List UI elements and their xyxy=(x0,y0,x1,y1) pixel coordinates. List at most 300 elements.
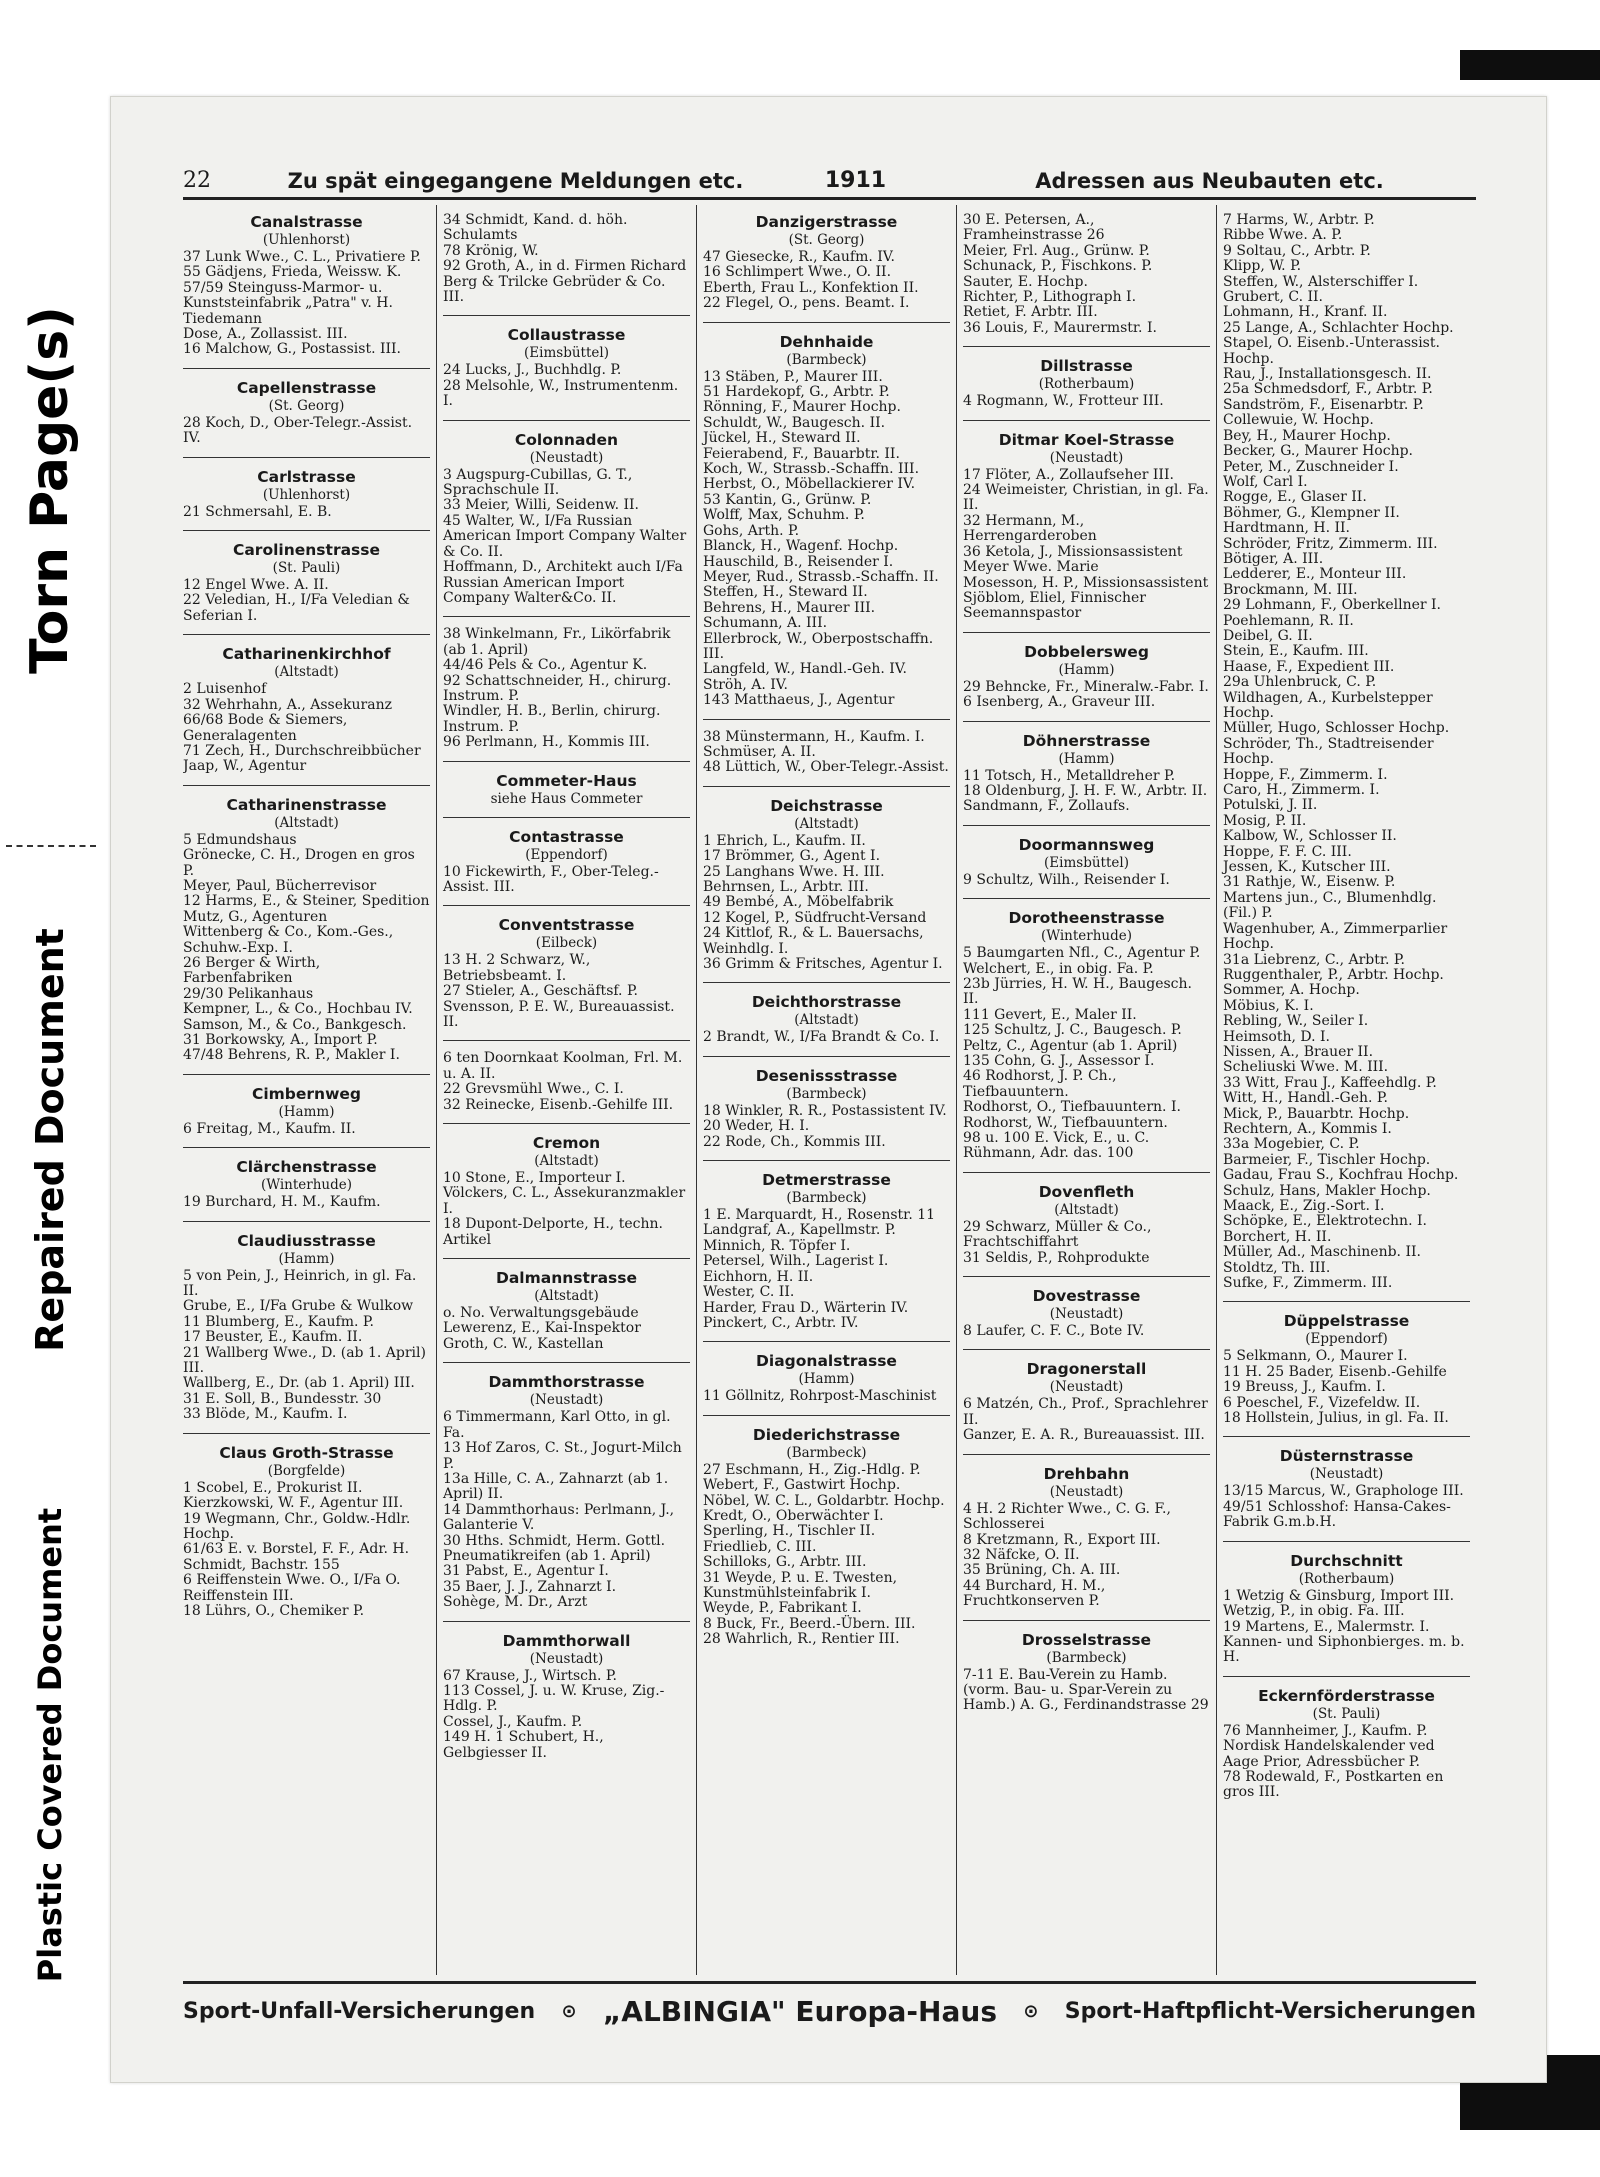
address-entry: 92 Schattschneider, H., chirurg. Instrum. P. xyxy=(443,672,676,704)
street-district: (Neustadt) xyxy=(1309,1466,1384,1483)
address-entry: Stoldtz, Th. III. xyxy=(1223,1259,1331,1276)
address-entry: Schulz, Hans, Makler Hochp. xyxy=(1223,1182,1431,1199)
address-entry: Eberth, Frau L., Konfektion II. xyxy=(703,279,919,296)
address-entry: Feierabend, F., Bauarbtr. II. xyxy=(703,445,900,462)
address-entry: Webert, F., Gastwirt Hochp. xyxy=(703,1477,901,1494)
address-entry: 33 Witt, Frau J., Kaffeehdlg. P. xyxy=(1223,1074,1437,1091)
address-entry: Wittenberg & Co., Kom.-Ges., Schuhw.-Exp. I. xyxy=(183,924,398,956)
street-block xyxy=(1223,213,1470,1291)
address-entry: Schilloks, G., Arbtr. III. xyxy=(703,1554,867,1571)
address-entry: Grönecke, C. H., Drogen en gros P. xyxy=(183,847,420,879)
street-name: Collaustrasse xyxy=(507,326,626,345)
address-entry: 9 Soltau, C., Arbtr. P. xyxy=(1223,242,1371,259)
address-entry: Wetzig, P., in obig. Fa. III. xyxy=(1223,1603,1405,1620)
address-entry: 143 Matthaeus, J., Agentur xyxy=(703,692,895,709)
street-name: Dragonerstall xyxy=(1026,1360,1147,1379)
address-entry: 23b Jürries, H. W. H., Baugesch. II. xyxy=(963,975,1197,1008)
street-district: siehe Haus Commeter xyxy=(490,790,643,807)
street-block xyxy=(703,1056,950,1150)
address-entry: Bötiger, A. III. xyxy=(1223,550,1324,567)
address-entry: Rebling, W., Seiler I. xyxy=(1223,1013,1369,1030)
street-name: Drosselstrasse xyxy=(1021,1630,1152,1649)
street-name: Doormannsweg xyxy=(1018,835,1155,854)
street-district: (St. Pauli) xyxy=(1312,1705,1381,1722)
address-entry: 53 Kantin, G., Grünw. P. xyxy=(703,491,872,508)
address-entry: 4 Rogmann, W., Frotteur III. xyxy=(963,393,1164,410)
street-name: Clärchenstrasse xyxy=(236,1158,377,1177)
address-entry: 19 Wegmann, Chr., Goldw.-Hdlr. Hochp. xyxy=(183,1510,415,1542)
address-entry: 7-11 E. Bau-Verein zu Hamb. (vorm. Bau- u. Spar-Verein zu Hamb.) A. G., Ferdinandstrasse 29 xyxy=(963,1666,1209,1714)
address-entry: 28 Melsohle, W., Instrumentenm. I. xyxy=(443,377,683,410)
street-block xyxy=(963,825,1210,888)
address-entry: Ellerbrock, W., Oberpostschaffn. III. xyxy=(703,630,938,662)
address-entry: Rogge, E., Glaser II. xyxy=(1223,489,1367,506)
page-number: 22 xyxy=(183,168,211,193)
address-entry: 24 Kittlof, R., & L. Bauersachs, Weinhdlg. I. xyxy=(703,925,929,957)
street-block xyxy=(183,634,430,774)
address-entry: Heimsoth, D. I. xyxy=(1223,1028,1331,1045)
address-entry: 6 Freitag, M., Kaufm. II. xyxy=(183,1120,356,1137)
address-entry: 24 Weimeister, Christian, in gl. Fa. II. xyxy=(963,482,1214,514)
address-entry: Sjöblom, Eliel, Finnischer Seemannspastor xyxy=(963,589,1151,622)
street-district: (Eimsbüttel) xyxy=(1044,854,1129,871)
address-entry: o. No. Verwaltungsgebäude Lewerenz, E., Kai-Inspektor Groth, C. W., Kastellan xyxy=(443,1305,646,1352)
street-name: Dobbelersweg xyxy=(1024,642,1149,661)
footer-left-text: Sport-Unfall-Versicherungen xyxy=(183,1998,536,2024)
address-entry: 28 Wahrlich, R., Rentier III. xyxy=(703,1631,900,1648)
address-entry: 14 Dammthorhaus: Perlmann, J., Galanterie V. xyxy=(443,1501,679,1534)
street-block xyxy=(443,1040,690,1113)
address-entry: 6 ten Doornkaat Koolman, Frl. M. u. A. II. xyxy=(443,1050,687,1082)
address-entry: Mick, P., Bauarbtr. Hochp. xyxy=(1223,1105,1410,1122)
address-entry: Sauter, E. Hochp. xyxy=(963,273,1088,290)
street-district: (Uhlenhorst) xyxy=(262,232,351,248)
address-entry: 5 Edmundshaus xyxy=(183,831,297,848)
street-district: (Borgfelde) xyxy=(267,1462,346,1479)
street-name: Detmerstrasse xyxy=(762,1171,891,1190)
address-entry: 8 Laufer, C. F. C., Bote IV. xyxy=(963,1323,1145,1340)
address-entry: Ledderer, E., Monteur III. xyxy=(1223,566,1407,583)
street-district: (Hamm) xyxy=(278,1250,335,1267)
address-entry: 26 Berger & Wirth, Farbenfabriken xyxy=(183,954,325,987)
street-district: (Barmbeck) xyxy=(786,351,867,368)
address-entry: Behrnsen, L., Arbtr. III. xyxy=(703,879,869,895)
address-entry: 21 Schmersahl, E. B. xyxy=(183,503,332,520)
address-entry: 35 Brüning, Ch. A. III. xyxy=(963,1562,1121,1579)
address-entry: Mosig, P. II. xyxy=(1223,812,1307,829)
street-block xyxy=(963,346,1210,409)
address-entry: 49 Bembé, A., Möbelfabrik xyxy=(703,894,894,911)
address-entry: Rodhorst, W., Tiefbauuntern. xyxy=(963,1114,1168,1131)
address-entry: Schuldt, W., Baugesch. II. xyxy=(703,414,886,431)
street-block xyxy=(963,1276,1210,1339)
address-entry: Meyer, Rud., Strassb.-Schaffn. II. xyxy=(703,568,939,585)
street-district: (Neustadt) xyxy=(1049,1483,1124,1500)
street-block xyxy=(443,1258,690,1352)
address-entry: Blanck, H., Wagenf. Hochp. xyxy=(703,538,899,555)
address-entry: Ganzer, E. A. R., Bureauassist. III. xyxy=(963,1427,1205,1444)
scan-sidebar xyxy=(0,0,100,2177)
address-entry: Stapel, O. Eisenb.-Unterassist. Hochp. xyxy=(1223,335,1445,367)
address-entry: 6 Matzén, Ch., Prof., Sprachlehrer II. xyxy=(963,1396,1213,1428)
address-entry: Wolff, Max, Schuhm. P. xyxy=(703,507,865,524)
street-block xyxy=(963,721,1210,815)
address-entry: Kalbow, W., Schlosser II. xyxy=(1223,828,1397,845)
street-name: Dammthorwall xyxy=(502,1631,631,1650)
address-entry: 36 Ketola, J., Missionsassistent xyxy=(963,543,1183,560)
address-entry: 66/68 Bode & Siemers, Generalagenten xyxy=(183,712,352,744)
street-name: Claus Groth-Strasse xyxy=(219,1443,394,1462)
address-entry: Welchert, E., in obig. Fa. P. xyxy=(963,960,1154,977)
header-right-title: Adressen aus Neubauten etc. xyxy=(1035,169,1384,193)
footer-rule xyxy=(183,1981,1476,1984)
street-district: (Eppendorf) xyxy=(1305,1331,1388,1348)
address-entry: 25a Schmedsdorf, F., Arbtr. P. xyxy=(1223,381,1433,398)
address-entry: Behrens, H., Maurer III. xyxy=(703,599,876,616)
address-entry: 47 Giesecke, R., Kaufm. IV. xyxy=(703,249,895,265)
address-entry: Martens jun., C., Blumenhdlg. (Fil.) P. xyxy=(1223,889,1441,922)
address-entry: Pinckert, C., Arbtr. IV. xyxy=(703,1314,859,1331)
street-district: (Eimsbüttel) xyxy=(524,345,609,362)
address-entry: Grube, E., I/Fa Grube & Wulkow xyxy=(183,1298,414,1315)
page-header xyxy=(183,157,1476,193)
address-entry: 31 Borkowsky, A., Import P. xyxy=(183,1032,378,1048)
header-year: 1911 xyxy=(824,168,887,193)
address-entry: 5 Selkmann, O., Maurer I. xyxy=(1223,1348,1408,1365)
address-entry: Collewuie, W. Hochp. xyxy=(1223,412,1374,429)
street-name: Conventstrasse xyxy=(498,916,635,935)
address-entry: Hoppe, F., Zimmerm. I. xyxy=(1223,766,1388,783)
street-name: Durchschnitt xyxy=(1290,1551,1403,1570)
address-entry: 25 Langhans Wwe. H. III. xyxy=(703,863,885,880)
address-entry: Samson, M., & Co., Bankgesch. xyxy=(183,1016,407,1033)
street-name: Claudiusstrasse xyxy=(237,1231,376,1250)
address-entry: 10 Fickewirth, F., Ober-Teleg.-Assist. III. xyxy=(443,863,659,895)
address-entry: Kannen- und Siphonbierges. m. b. H. xyxy=(1223,1633,1470,1666)
address-entry: Svensson, P. E. W., Bureauassist. II. xyxy=(443,998,679,1030)
street-name: Diagonalstrasse xyxy=(756,1352,897,1371)
street-block xyxy=(703,1341,950,1404)
address-entry: 32 Näfcke, O. II. xyxy=(963,1546,1080,1563)
address-entry: 5 Baumgarten Nfl., C., Agentur P. xyxy=(963,945,1201,962)
street-block xyxy=(703,1415,950,1648)
address-entry: 13a Hille, C. A., Zahnarzt (ab 1. April) II. xyxy=(443,1470,673,1503)
address-entry: 22 Rode, Ch., Kommis III. xyxy=(703,1133,886,1150)
address-entry: Windler, H. B., Berlin, chirurg. Instrum. P. xyxy=(443,703,665,735)
address-entry: 47/48 Behrens, R. P., Makler I. xyxy=(183,1047,400,1064)
street-name: Drehbahn xyxy=(1043,1464,1130,1483)
street-district: (Altstadt) xyxy=(794,1012,859,1029)
address-entry: Sufke, F., Zimmerm. III. xyxy=(1223,1275,1393,1292)
address-entry: 5 von Pein, J., Heinrich, in gl. Fa. II. xyxy=(183,1267,421,1300)
address-entry: 51 Hardekopf, G., Arbtr. P. xyxy=(703,384,890,401)
street-block xyxy=(703,1160,950,1331)
address-entry: Schmüser, A. II. xyxy=(703,743,816,760)
address-entry: 125 Schultz, J. C., Baugesch. P. xyxy=(963,1022,1182,1039)
street-block xyxy=(963,420,1214,622)
address-entry: Gadau, Frau S., Kochfrau Hochp. xyxy=(1223,1167,1459,1184)
address-entry: Gohs, Arth. P. xyxy=(703,522,800,539)
street-name: Commeter-Haus xyxy=(496,771,637,790)
street-name: Döhnerstrasse xyxy=(1022,731,1151,750)
address-entry: Sandström, F., Eisenarbtr. P. xyxy=(1223,396,1424,413)
street-district: (Altstadt) xyxy=(274,814,339,831)
address-entry: 18 Winkler, R. R., Postassistent IV. xyxy=(703,1102,947,1119)
address-entry: 61/63 E. v. Borstel, F. F., Adr. H. Schmidt, Bachstr. 155 xyxy=(183,1541,414,1573)
address-entry: 57/59 Steinguss-Marmor- u. Kunststeinfabrik „Patra" v. H. Tiedemann xyxy=(183,279,398,327)
address-entry: 6 Poeschel, F., Vizefeldw. II. xyxy=(1223,1394,1421,1411)
street-name: Eckernförderstrasse xyxy=(1258,1686,1435,1705)
street-name: Dehnhaide xyxy=(779,332,874,351)
column-5 xyxy=(1216,205,1476,1975)
address-entry: 8 Buck, Fr., Beerd.-Übern. III. xyxy=(703,1615,916,1632)
address-entry: 31 Weyde, P. u. E. Twesten, Kunstmühlsteinfabrik I. xyxy=(703,1569,902,1601)
column-1 xyxy=(183,205,436,1975)
address-entry: 1 E. Marquardt, H., Rosenstr. 11 xyxy=(703,1207,936,1224)
address-entry: Wallberg, E., Dr. (ab 1. April) III. xyxy=(183,1375,415,1392)
address-entry: Richter, P., Lithograph I. xyxy=(963,289,1137,306)
address-entry: Sandmann, F., Zollaufs. xyxy=(963,798,1130,815)
street-block xyxy=(1223,1541,1470,1666)
address-entry: 71 Zech, H., Durchschreibbücher xyxy=(183,742,421,759)
address-entry: 113 Cossel, J. u. W. Kruse, Zig.-Hdlg. P. xyxy=(443,1682,665,1715)
address-entry: Böhmer, G., Klempner II. xyxy=(1223,504,1400,521)
address-entry: Scheliuski Wwe. M. III. xyxy=(1223,1059,1389,1076)
address-entry: 33 Meier, Willi, Seidenw. II. xyxy=(443,497,640,514)
street-block xyxy=(183,530,430,624)
street-block xyxy=(703,982,950,1045)
street-block xyxy=(963,1172,1210,1266)
address-entry: 31 Rathje, W., Eisenw. P. xyxy=(1223,874,1396,891)
street-district: (Hamm) xyxy=(1058,750,1115,767)
address-entry: 16 Malchow, G., Postassist. III. xyxy=(183,341,402,358)
footer-center-text: „ALBINGIA" Europa-Haus xyxy=(602,1994,997,2028)
street-block xyxy=(703,786,950,973)
address-entry: Poehlemann, R. II. xyxy=(1223,612,1354,629)
street-name: Catharinenkirchhof xyxy=(222,645,391,664)
street-block xyxy=(443,213,690,305)
address-entry: Cossel, J., Kaufm. P. xyxy=(443,1713,583,1730)
address-entry: 27 Eschmann, H., Zig.-Hdlg. P. xyxy=(703,1461,921,1478)
address-entry: 135 Cohn, G. J., Assessor I. xyxy=(963,1053,1155,1069)
footer-separator-icon: ⊙ xyxy=(561,2000,577,2022)
address-entry: 92 Groth, A., in d. Firmen Richard Berg & Trilcke Gebrüder & Co. III. xyxy=(443,258,691,306)
address-entry: 6 Timmermann, Karl Otto, in gl. Fa. xyxy=(443,1409,676,1441)
address-entry: Witt, H., Handl.-Geh. P. xyxy=(1223,1090,1388,1107)
street-block xyxy=(183,785,430,1064)
street-block xyxy=(963,898,1210,1162)
address-entry: 37 Lunk Wwe., C. L., Privatiere P. xyxy=(183,249,421,265)
address-entry: 13 Hof Zaros, C. St., Jogurt-Milch P. xyxy=(443,1440,687,1472)
address-entry: 44/46 Pels & Co., Agentur K. xyxy=(443,657,648,674)
header-rule xyxy=(183,197,1476,200)
street-name: Dammthorstrasse xyxy=(488,1373,645,1392)
street-district: (Eppendorf) xyxy=(525,846,608,863)
street-name: Cremon xyxy=(532,1134,601,1153)
address-entry: 22 Grevsmühl Wwe., C. I. xyxy=(443,1081,624,1098)
address-entry: Sommer, A. Hochp. xyxy=(1223,982,1360,999)
address-entry: 17 Beuster, E., Kaufm. II. xyxy=(183,1329,363,1346)
address-entry: Kierzkowski, W. F., Agentur III. xyxy=(183,1495,404,1512)
street-block xyxy=(1223,1676,1470,1801)
address-entry: 33 Blöde, M., Kaufm. I. xyxy=(183,1406,348,1423)
header-title: Zu spät eingegangene Meldungen etc. xyxy=(287,169,744,193)
street-block xyxy=(703,719,950,776)
street-district: (Neustadt) xyxy=(1049,1306,1124,1323)
street-block xyxy=(1223,1301,1470,1426)
street-name: Catharinenstrasse xyxy=(226,795,387,814)
address-entry: Meyer Wwe. Marie xyxy=(963,559,1099,576)
street-district: (Barmbeck) xyxy=(786,1190,867,1207)
address-entry: 12 Kogel, P., Südfrucht-Versand xyxy=(703,909,927,926)
torn-pages-label: Torn Page(s) xyxy=(20,306,80,674)
street-block xyxy=(963,213,1210,336)
address-entry: 12 Engel Wwe. A. II. xyxy=(183,577,329,594)
street-block xyxy=(443,1362,690,1610)
repaired-document-label: Repaired Document xyxy=(28,928,72,1352)
address-entry: Nöbel, W. C. L., Goldarbtr. Hochp. xyxy=(703,1492,945,1509)
address-entry: Weyde, P., Fabrikant I. xyxy=(703,1600,862,1617)
address-entry: 34 Schmidt, Kand. d. höh. Schulamts xyxy=(443,212,632,244)
street-block xyxy=(703,322,950,709)
street-district: (Barmbeck) xyxy=(1046,1649,1127,1666)
address-entry: 29/30 Pelikanhaus xyxy=(183,985,314,1002)
address-entry: 19 Breuss, J., Kaufm. I. xyxy=(1223,1379,1386,1396)
footer-right-text: Sport-Haftpflicht-Versicherungen xyxy=(1064,1998,1476,2024)
street-block xyxy=(183,1074,430,1137)
street-district: (Altstadt) xyxy=(794,815,859,832)
address-entry: 13 H. 2 Schwarz, W., Betriebsbeamt. I. xyxy=(443,952,595,984)
address-entry: 22 Veledian, H., I/Fa Veledian & Seferian I. xyxy=(183,592,415,624)
address-entry: Rönning, F., Maurer Hochp. xyxy=(703,399,901,416)
address-entry: Ströh, A. IV. xyxy=(703,676,788,693)
column-4 xyxy=(956,205,1216,1975)
address-entry: Rodhorst, O., Tiefbauuntern. I. xyxy=(963,1099,1181,1116)
address-entry: 18 Dupont-Delporte, H., techn. Artikel xyxy=(443,1216,668,1248)
address-entry: 3 Augspurg-Cubillas, G. T., Sprachschule II. xyxy=(443,466,637,499)
address-entry: 36 Grimm & Fritsches, Agentur I. xyxy=(703,956,943,973)
address-entry: 149 H. 1 Schubert, H., Gelbgiesser II. xyxy=(443,1729,609,1761)
street-name: Capellenstrasse xyxy=(236,378,377,397)
street-name: Düppelstrasse xyxy=(1283,1312,1410,1331)
address-entry: Haase, F., Expedient III. xyxy=(1223,658,1395,675)
street-district: (Winterhude) xyxy=(260,1177,353,1194)
address-entry: Herbst, O., Möbellackierer IV. xyxy=(703,476,916,493)
street-district: (Uhlenhorst) xyxy=(262,486,351,503)
address-entry: Ribbe Wwe. A. P. xyxy=(1223,227,1343,244)
street-block xyxy=(183,1221,430,1423)
street-district: (St. Georg) xyxy=(268,397,345,414)
address-entry: Dose, A., Zollassist. III. xyxy=(183,326,348,343)
address-entry: 10 Stone, E., Importeur I. xyxy=(443,1170,626,1187)
address-entry: 55 Gädjens, Frieda, Weissw. K. xyxy=(183,264,402,281)
street-name: Canalstrasse xyxy=(250,213,363,231)
street-name: Diederichstrasse xyxy=(752,1425,901,1444)
address-entry: Schunack, P., Fischkons. P. xyxy=(963,258,1153,275)
footer-separator-icon: ⊙ xyxy=(1023,2000,1039,2022)
column-3 xyxy=(696,205,956,1975)
address-entry: 11 Blumberg, E., Kaufm. P. xyxy=(183,1313,374,1330)
address-entry: 8 Kretzmann, R., Export III. xyxy=(963,1531,1161,1548)
address-entry: 1 Ehrich, L., Kaufm. II. xyxy=(703,832,866,849)
street-name: Colonnaden xyxy=(514,430,619,449)
address-entry: Jaap, W., Agentur xyxy=(183,758,307,775)
address-entry: 22 Flegel, O., pens. Beamt. I. xyxy=(703,295,910,312)
address-entry: Borchert, H. II. xyxy=(1223,1228,1332,1245)
address-entry: Mutz, G., Agenturen xyxy=(183,908,328,925)
address-entry: Steffen, W., Alsterschiffer I. xyxy=(1223,273,1419,290)
address-entry: Sperling, H., Tischler II. xyxy=(703,1523,876,1540)
address-entry: Grubert, C. II. xyxy=(1223,289,1323,306)
street-district: (Neustadt) xyxy=(1049,449,1124,466)
address-entry: Wildhagen, A., Kurbelstepper Hochp. xyxy=(1223,689,1438,721)
street-name: Dillstrasse xyxy=(1040,357,1133,376)
address-entry: 17 Flöter, A., Zollaufseher III. xyxy=(963,466,1174,483)
street-block xyxy=(443,616,690,750)
street-district: (Altstadt) xyxy=(274,664,339,681)
address-entry: Klipp, W. P. xyxy=(1223,258,1302,275)
street-block xyxy=(1223,1436,1470,1530)
street-block xyxy=(183,1433,430,1620)
address-entry: Rechtern, A., Kommis I. xyxy=(1223,1120,1392,1137)
address-entry: 45 Walter, W., I/Fa Russian American Import Company Walter & Co. II. xyxy=(443,512,691,560)
street-block xyxy=(443,420,690,607)
street-name: Dovestrasse xyxy=(1032,1287,1141,1306)
address-entry: Deibel, G. II. xyxy=(1223,627,1313,644)
address-entry: Rau, J., Installationsgesch. II. xyxy=(1223,366,1432,383)
address-entry: Minnich, R. Töpfer I. xyxy=(703,1237,851,1254)
address-entry: 12 Harms, E., & Steiner, Spedition xyxy=(183,893,430,910)
address-entry: Jessen, K., Kutscher III. xyxy=(1223,859,1391,876)
address-entry: 27 Stieler, A., Geschäftsf. P. xyxy=(443,983,638,1000)
street-name: Ditmar Koel-Strasse xyxy=(998,430,1175,449)
address-entry: Peltz, C., Agentur (ab 1. April) xyxy=(963,1037,1178,1054)
address-entry: 111 Gevert, E., Maler II. xyxy=(963,1006,1137,1023)
street-district: (Barmbeck) xyxy=(786,1085,867,1102)
address-entry: 18 Hollstein, Julius, in gl. Fa. II. xyxy=(1223,1410,1449,1427)
address-entry: Peter, M., Zuschneider I. xyxy=(1223,458,1399,475)
address-entry: Harder, Frau D., Wärterin IV. xyxy=(703,1299,909,1316)
street-block xyxy=(963,1620,1210,1714)
street-district: (Barmbeck) xyxy=(786,1444,867,1461)
address-entry: Jückel, H., Steward II. xyxy=(703,430,861,447)
address-entry: Steffen, H., Steward II. xyxy=(703,584,868,601)
address-entry: 48 Lüttich, W., Ober-Telegr.-Assist. xyxy=(703,759,949,776)
address-entry: Kredt, O., Oberwächter I. xyxy=(703,1507,884,1524)
address-entry: Brockmann, M. III. xyxy=(1223,581,1358,598)
address-entry: 38 Winkelmann, Fr., Likörfabrik (ab 1. April) xyxy=(443,626,675,658)
street-block xyxy=(963,1454,1210,1610)
address-entry: Landgraf, A., Kapellmstr. P. xyxy=(703,1222,896,1239)
address-entry: 31 E. Soll, B., Bundesstr. 30 xyxy=(183,1390,382,1407)
street-name: Deichthorstrasse xyxy=(751,993,902,1012)
street-district: (St. Georg) xyxy=(788,232,865,248)
address-entry: 29 Behncke, Fr., Mineralw.-Fabr. I. xyxy=(963,678,1209,695)
address-entry: Müller, Ad., Maschinenb. II. xyxy=(1223,1244,1421,1261)
address-entry: 28 Koch, D., Ober-Telegr.-Assist. IV. xyxy=(183,414,417,447)
address-entry: 76 Mannheimer, J., Kaufm. P. xyxy=(1223,1722,1428,1739)
address-entry: Meyer, Paul, Bücherrevisor xyxy=(183,877,377,894)
address-entry: 29 Schwarz, Müller & Co., Frachtschiffahrt xyxy=(963,1218,1156,1251)
address-entry: 19 Burchard, H. M., Kaufm. xyxy=(183,1194,381,1211)
street-block xyxy=(443,905,690,1030)
street-name: Dorotheenstrasse xyxy=(1008,909,1165,928)
address-entry: 29a Uhlenbruck, C. P. xyxy=(1223,674,1377,691)
address-entry: Eichhorn, H. II. xyxy=(703,1268,814,1285)
address-entry: Petersel, Wilh., Lagerist I. xyxy=(703,1253,889,1270)
street-block xyxy=(963,1349,1213,1444)
address-entry: Schumann, A. III. xyxy=(703,615,828,632)
